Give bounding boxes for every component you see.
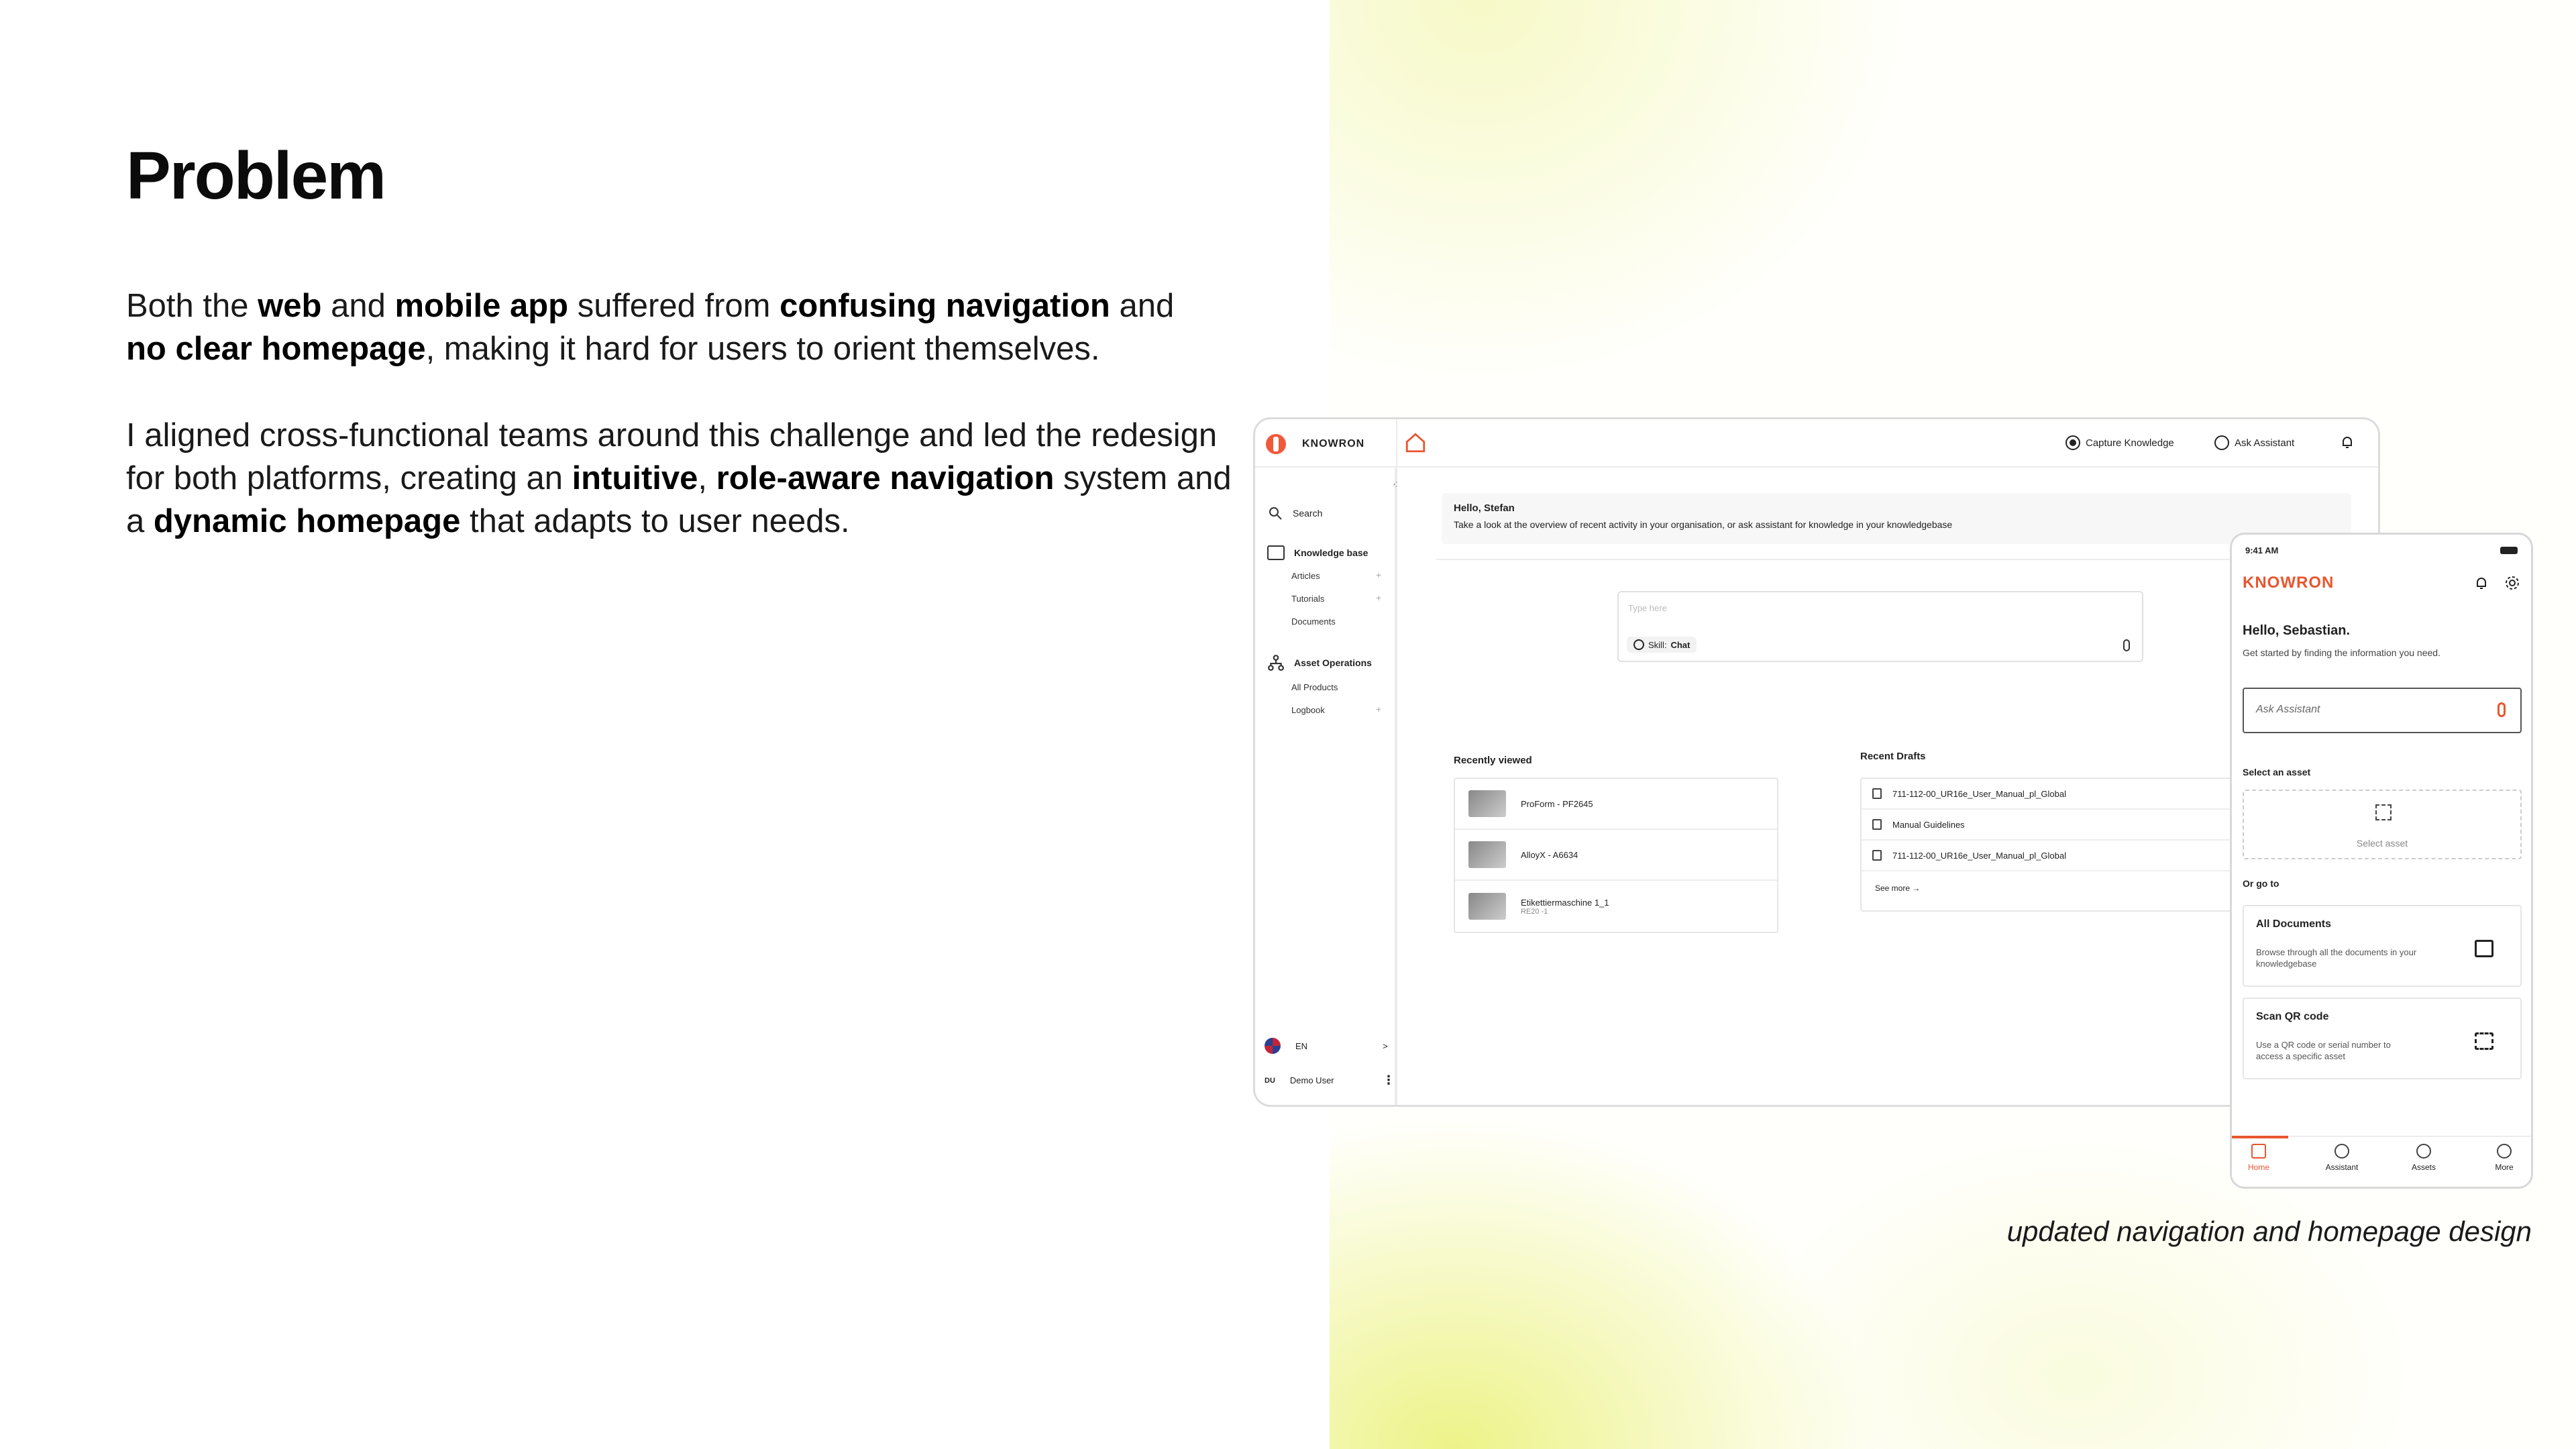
- web-sidebar: [1255, 468, 1396, 1105]
- chat-input[interactable]: [1617, 591, 2143, 662]
- card-text: Use a QR code or serial number to access a specific asset: [2256, 1040, 2391, 1061]
- sidebar-item-articles[interactable]: Articles: [1291, 571, 1320, 581]
- web-brand: KNOWRON: [1302, 438, 1365, 449]
- hierarchy-icon: [2416, 1144, 2431, 1159]
- mobile-brand: KNOWRON: [2243, 574, 2334, 592]
- draft-name: 711-112-00_UR16e_User_Manual_pl_Global: [1892, 788, 2066, 799]
- skill-selector[interactable]: [1627, 637, 1697, 653]
- record-icon: [2065, 435, 2080, 450]
- add-tutorial-icon[interactable]: +: [1376, 592, 1382, 603]
- flag-icon: [1265, 1038, 1281, 1054]
- tab-more[interactable]: [2477, 1144, 2531, 1172]
- or-go-to-title: Or go to: [2243, 878, 2279, 889]
- item-name: ProForm - PF2645: [1521, 798, 1593, 809]
- qr-code-icon: [2475, 1032, 2493, 1050]
- active-tab-indicator: [2232, 1136, 2288, 1138]
- figure-caption: updated navigation and homepage design: [2006, 1216, 2532, 1247]
- bottom-nav: [2232, 1136, 2531, 1187]
- mobile-greeting: Hello, Sebastian.: [2243, 623, 2351, 638]
- knowron-logo-icon: [1266, 434, 1286, 454]
- select-asset-title: Select an asset: [2243, 767, 2311, 777]
- item-sub: RE20 -1: [1521, 907, 1548, 916]
- ask-placeholder: Ask Assistant: [2256, 704, 2320, 715]
- assistant-icon: [2214, 435, 2229, 450]
- document-icon: [1872, 788, 1882, 799]
- sidebar-item-all-products[interactable]: All Products: [1291, 682, 1338, 692]
- search-icon: [1267, 505, 1283, 521]
- recently-viewed-title: Recently viewed: [1454, 755, 1532, 766]
- select-asset-button[interactable]: [2243, 790, 2522, 859]
- user-name: Demo User: [1289, 1075, 1334, 1085]
- tab-home[interactable]: [2232, 1144, 2286, 1172]
- draft-name: 711-112-00_UR16e_User_Manual_pl_Global: [1892, 850, 2066, 861]
- sidebar-divider: [1396, 419, 1397, 1105]
- home-icon: [2251, 1144, 2266, 1159]
- tab-label: More: [2495, 1163, 2514, 1172]
- recently-viewed-list: [1454, 777, 1778, 933]
- sidebar-item-tutorials[interactable]: Tutorials: [1291, 594, 1325, 604]
- tab-label: Home: [2247, 1163, 2269, 1172]
- language-label: EN: [1295, 1040, 1308, 1051]
- bell-icon[interactable]: [2339, 434, 2355, 450]
- chat-icon: [1633, 639, 1644, 650]
- see-more-link[interactable]: See more →: [1875, 883, 1921, 893]
- sidebar-item-logbook[interactable]: Logbook: [1291, 705, 1325, 715]
- item-text: [1521, 898, 1609, 916]
- product-thumbnail: [1468, 841, 1506, 868]
- more-icon: [2497, 1144, 2512, 1159]
- divider: [1436, 559, 2355, 560]
- user-menu[interactable]: [1265, 1073, 1395, 1087]
- bell-icon[interactable]: [2473, 575, 2489, 591]
- greeting-text: Take a look at the overview of recent activity in your organisation, or ask assistant for knowledge in your knowledgebase: [1454, 519, 1953, 530]
- sidebar-item-knowledge-base[interactable]: [1267, 545, 1368, 560]
- document-icon: [1872, 819, 1882, 830]
- language-selector[interactable]: [1265, 1038, 1388, 1054]
- solution-paragraph: I aligned cross-functional teams around this challenge and led the redesign for both platforms, creating an intuitive, role-aware navigation system and a dynamic homepage that adapts to user needs.: [126, 417, 1232, 539]
- list-item[interactable]: [1455, 830, 1777, 881]
- draft-name: Manual Guidelines: [1892, 819, 1965, 830]
- kb-label: Knowledge base: [1294, 547, 1368, 558]
- problem-paragraph: Both the web and mobile app suffered from confusing navigation and no clear homepage, making it hard for users to orient themselves.: [126, 288, 1175, 367]
- sidebar-item-documents[interactable]: Documents: [1291, 616, 1336, 627]
- book-icon: [2475, 940, 2493, 957]
- add-logbook-icon[interactable]: +: [1376, 704, 1382, 714]
- chevron-right-icon: >: [1383, 1040, 1388, 1051]
- item-name: AlloyX - A6634: [1521, 849, 1578, 860]
- tab-assistant[interactable]: [2315, 1144, 2369, 1172]
- more-options-icon[interactable]: ⋮: [1383, 1073, 1395, 1087]
- ask-assistant-input[interactable]: [2243, 688, 2522, 733]
- sidebar-item-asset-operations[interactable]: [1267, 654, 1372, 672]
- home-icon[interactable]: [1404, 431, 1427, 454]
- item-name: Etikettiermaschine 1_1: [1521, 897, 1609, 908]
- ask-assistant-button[interactable]: [2214, 435, 2294, 450]
- list-item[interactable]: [1455, 779, 1777, 830]
- mobile-subtitle: Get started by finding the information you need.: [2243, 647, 2440, 658]
- card-text: Browse through all the documents in your knowledgebase: [2256, 947, 2417, 969]
- document-icon: [1872, 850, 1882, 861]
- list-item[interactable]: [1455, 881, 1777, 932]
- sidebar-item-search[interactable]: [1267, 505, 1322, 521]
- skill-label: Skill:: [1648, 639, 1667, 650]
- tab-assets[interactable]: [2397, 1144, 2451, 1172]
- select-asset-label: Select asset: [2356, 838, 2408, 849]
- web-topbar: [1255, 419, 2378, 468]
- greeting-title: Hello, Stefan: [1454, 502, 1515, 514]
- ops-label: Asset Operations: [1294, 657, 1372, 668]
- ask-label: Ask Assistant: [2235, 437, 2295, 449]
- recent-drafts-title: Recent Drafts: [1860, 751, 1926, 762]
- capture-label: Capture Knowledge: [2086, 437, 2174, 449]
- card-title: All Documents: [2256, 918, 2332, 930]
- mobile-app-mockup: [2230, 533, 2533, 1189]
- card-title: Scan QR code: [2256, 1011, 2329, 1022]
- microphone-icon[interactable]: [2498, 702, 2506, 717]
- page-title: Problem: [126, 138, 386, 213]
- assistant-icon: [2334, 1144, 2349, 1159]
- status-time: 9:41 AM: [2245, 545, 2279, 555]
- collapse-sidebar-button[interactable]: ‹: [1393, 477, 1397, 490]
- product-thumbnail: [1468, 893, 1506, 920]
- all-documents-card[interactable]: [2243, 905, 2522, 987]
- tab-label: Assistant: [2325, 1163, 2359, 1172]
- add-article-icon[interactable]: +: [1376, 570, 1382, 580]
- avatar: DU: [1265, 1076, 1275, 1085]
- gear-icon[interactable]: [2504, 575, 2520, 591]
- tab-label: Assets: [2411, 1163, 2436, 1172]
- microphone-icon[interactable]: [2123, 639, 2130, 651]
- greeting-banner: [1442, 493, 2351, 544]
- chat-placeholder: Type here: [1628, 603, 1667, 613]
- product-thumbnail: [1468, 790, 1506, 817]
- search-label: Search: [1293, 508, 1323, 519]
- scan-frame-icon: [2375, 804, 2392, 820]
- scan-qr-card[interactable]: [2243, 998, 2522, 1079]
- folder-icon: [1267, 545, 1285, 560]
- battery-icon: [2500, 547, 2518, 554]
- hierarchy-icon: [1267, 654, 1285, 672]
- capture-knowledge-button[interactable]: [2065, 435, 2174, 450]
- web-app-mockup: [1253, 417, 2380, 1107]
- skill-value: Chat: [1670, 639, 1690, 650]
